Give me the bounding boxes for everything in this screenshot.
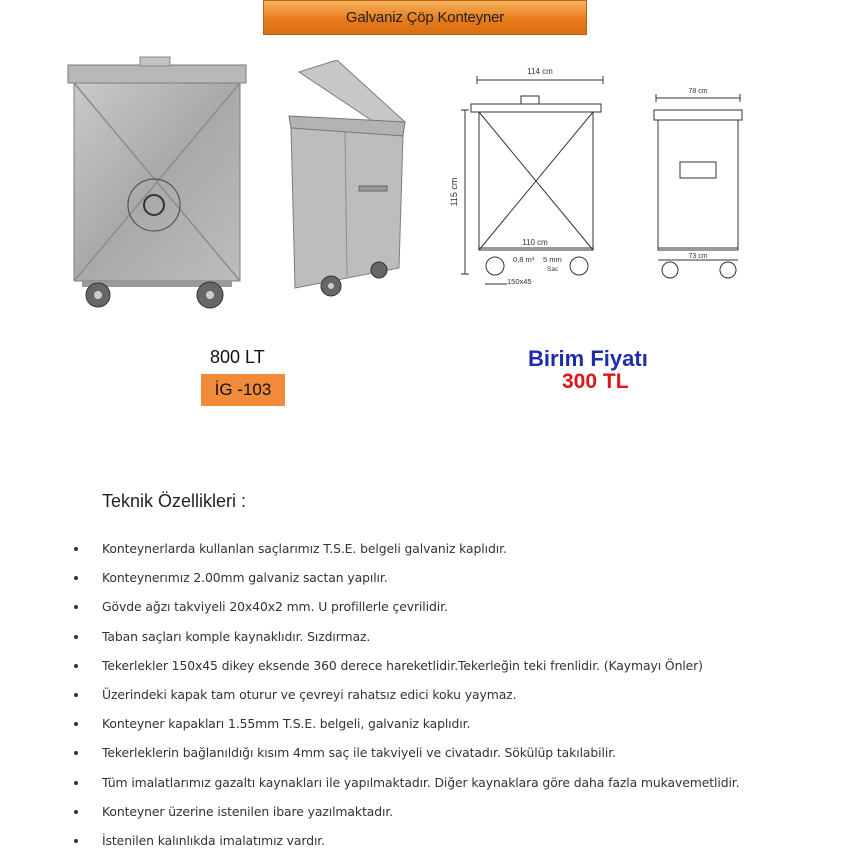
list-item bbox=[70, 797, 830, 826]
list-item bbox=[70, 651, 830, 680]
side-top-width: 78 cm bbox=[688, 88, 708, 95]
spec-text: Tekerleklerin bağlanıldığı kısım 4mm saç ile takviyeli ve civatadır. Sökülüp takılabilir. bbox=[102, 745, 616, 761]
spec-text: Tüm imalatlarımız gazaltı kaynakları ile yapılmaktadır. Diğer kaynaklara göre daha fazla mukavemetlidir. bbox=[102, 774, 740, 790]
list-item bbox=[70, 622, 830, 651]
list-item bbox=[70, 768, 830, 797]
list-item bbox=[70, 826, 830, 855]
front-sheet-unit: Sac bbox=[547, 266, 559, 273]
front-top-width: 114 cm bbox=[527, 67, 553, 76]
bullet-icon bbox=[74, 751, 78, 755]
bullet-icon bbox=[74, 839, 78, 843]
container-front-photo bbox=[62, 55, 252, 315]
spec-text: Tekerlekler 150x45 dikey eksende 360 derece hareketlidir.Tekerleğin teki frenlidir. (Kaymayı Önler) bbox=[102, 657, 703, 673]
price-value: 300 TL bbox=[562, 370, 629, 393]
list-item bbox=[70, 709, 830, 738]
bullet-icon bbox=[74, 605, 78, 609]
bullet-icon bbox=[74, 722, 78, 726]
bullet-icon bbox=[74, 547, 78, 551]
bullet-icon bbox=[74, 781, 78, 785]
header-banner bbox=[263, 0, 587, 35]
specs-list bbox=[70, 534, 830, 855]
bullet-icon bbox=[74, 664, 78, 668]
price-label: Birim Fiyatı bbox=[528, 346, 648, 371]
product-code-badge bbox=[201, 374, 285, 406]
front-technical-drawing bbox=[445, 62, 615, 292]
list-item bbox=[70, 563, 830, 592]
list-item bbox=[70, 680, 830, 709]
spec-text: Konteyner üzerine istenilen ibare yazılmaktadır. bbox=[102, 803, 394, 819]
bullet-icon bbox=[74, 635, 78, 639]
front-volume: 0,8 m³ bbox=[513, 255, 535, 264]
container-open-photo bbox=[285, 60, 415, 305]
spec-text: Taban saçları komple kaynaklıdır. Sızdırmaz. bbox=[102, 628, 371, 644]
product-code: İG -103 bbox=[214, 380, 272, 399]
side-bottom-width: 73 cm bbox=[688, 253, 708, 260]
spec-text: Konteyner kapakları 1.55mm T.S.E. belgeli, galvaniz kaplıdır. bbox=[102, 716, 471, 732]
front-height: 115 cm bbox=[449, 177, 459, 207]
spec-text: Gövde ağzı takviyeli 20x40x2 mm. U profillerle çevrilidir. bbox=[102, 599, 448, 615]
spec-text: Konteynerlarda kullanlan saçlarımız T.S.E. belgeli galvaniz kaplıdır. bbox=[102, 541, 507, 556]
spec-text: İstenilen kalınlıkda imalatımız vardır. bbox=[102, 832, 325, 848]
bullet-icon bbox=[74, 693, 78, 697]
bullet-icon bbox=[74, 810, 78, 814]
list-item bbox=[70, 592, 830, 621]
front-sheet: 5 mm bbox=[543, 255, 562, 264]
list-item bbox=[70, 738, 830, 767]
product-capacity: 800 LT bbox=[210, 347, 265, 367]
specs-title: Teknik Özellikleri : bbox=[102, 491, 247, 511]
side-technical-drawing bbox=[648, 84, 748, 292]
front-wheel: 150x45 bbox=[507, 277, 532, 286]
front-bottom-width: 110 cm bbox=[522, 238, 548, 247]
bullet-icon bbox=[74, 576, 78, 580]
list-item bbox=[70, 534, 830, 563]
page-title: Galvaniz Çöp Konteyner bbox=[345, 9, 505, 26]
spec-text: Konteynerımız 2.00mm galvaniz sactan yapılır. bbox=[102, 570, 388, 586]
spec-text: Üzerindeki kapak tam oturur ve çevreyi rahatsız edici koku yaymaz. bbox=[102, 686, 517, 702]
